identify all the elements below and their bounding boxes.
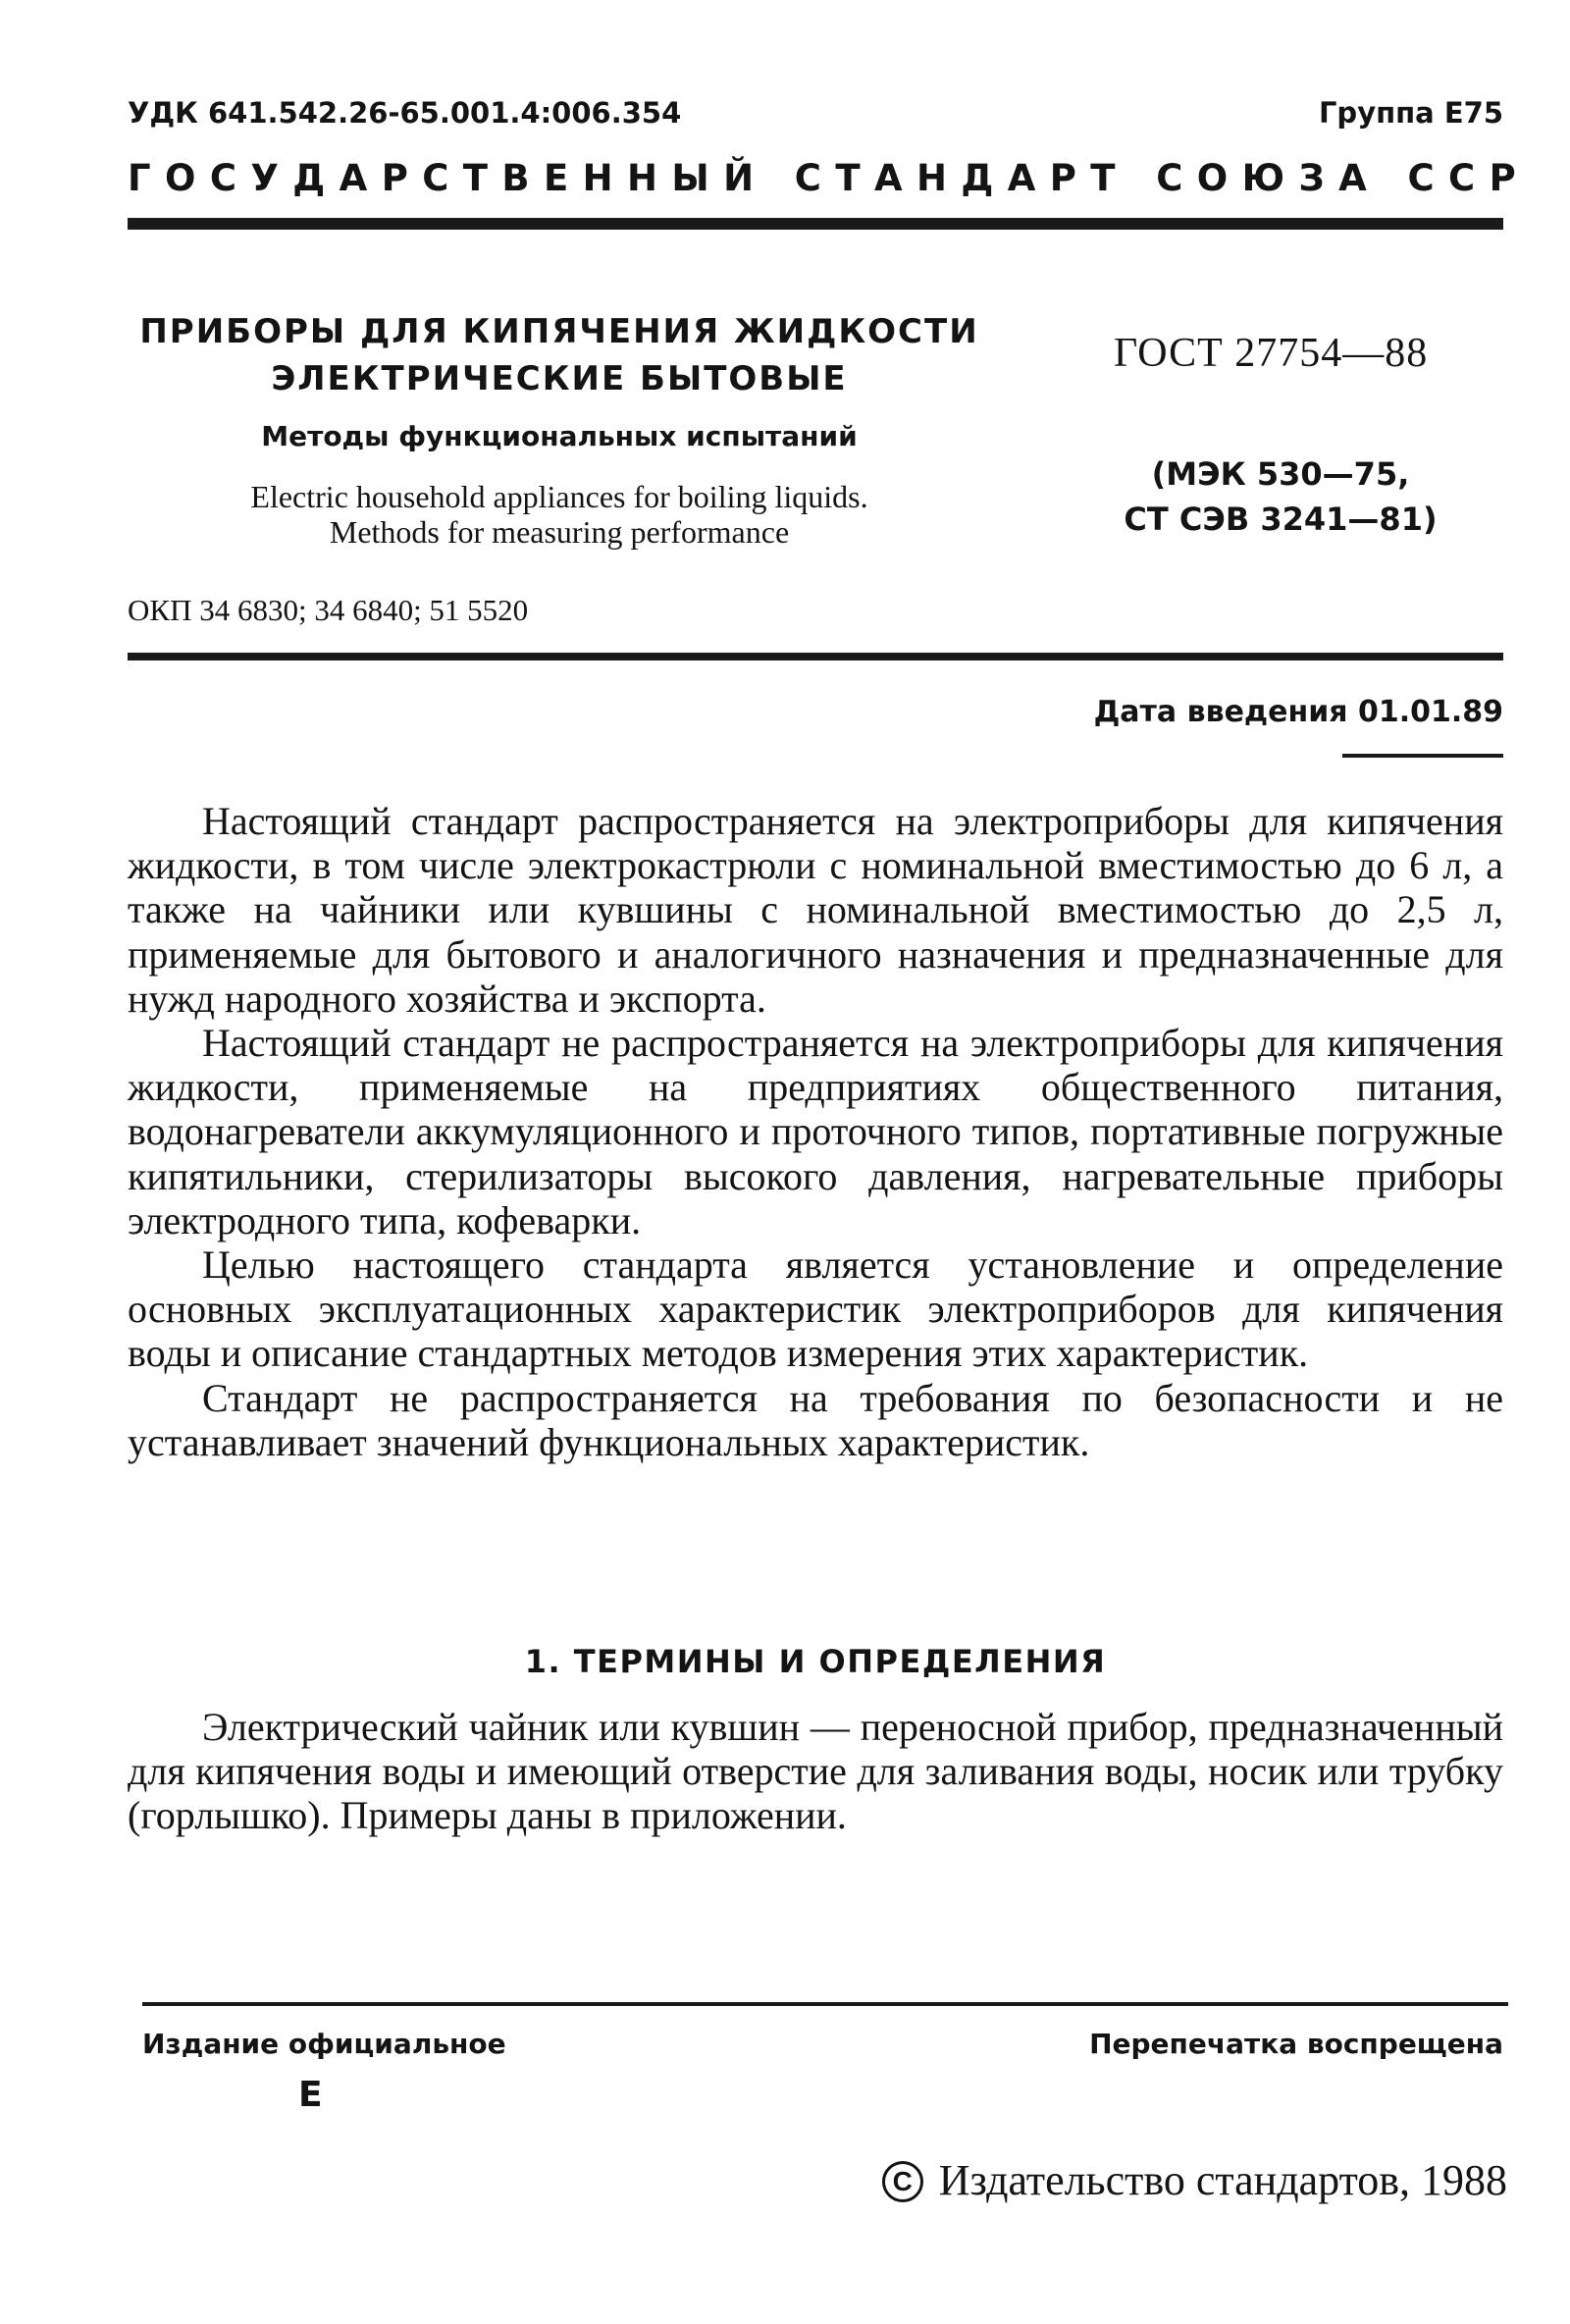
body-text — [128, 799, 1503, 1464]
paragraph: Целью настоящего стандарта является установление и определение основных эксплуатационных характеристик электроприборов для кипячения воды и описание стандартных методов измерения этих характеристик. — [128, 1242, 1503, 1376]
edition-mark: Е — [298, 2075, 323, 2115]
date-underline — [1342, 754, 1503, 758]
paragraph: Настоящий стандарт распространяется на электроприборы для кипячения жидкости, в том числе электрокастрюли с номинальной вместимостью до 6 л, а также на чайники или кувшины с номинальной вместимостью до 2,5 л, применяемые для бытового и аналогичного назначения и предназначенные для нужд народного хозяйства и экспорта. — [128, 799, 1503, 1021]
gost-designation: ГОСТ 27754—88 — [1114, 331, 1429, 376]
reprint-prohibited-label: Перепечатка воспрещена — [1089, 2028, 1503, 2060]
introduction-date: Дата введения 01.01.89 — [1093, 695, 1503, 729]
definition-block — [128, 1705, 1503, 1838]
middle-rule — [128, 653, 1503, 660]
copyright-line — [882, 2155, 1507, 2205]
top-rule — [128, 218, 1503, 230]
copyright-icon: C — [882, 2161, 923, 2202]
group-code: Группа Е75 — [1318, 96, 1503, 130]
english-title-line-1: Electric household appliances for boiling liquids. — [250, 479, 868, 514]
subtitle: Методы функциональных испытаний — [261, 420, 858, 452]
title-line-2: ЭЛЕКТРИЧЕСКИЕ БЫТОВЫЕ — [271, 359, 848, 398]
copyright-text: Издательство стандартов, 1988 — [938, 2156, 1507, 2204]
paragraph: Стандарт не распространяется на требования по безопасности и не устанавливает значений функциональных характеристик. — [128, 1375, 1503, 1464]
english-title-line-2: Methods for measuring performance — [329, 514, 790, 550]
section-heading: 1. ТЕРМИНЫ И ОПРЕДЕЛЕНИЯ — [524, 1643, 1107, 1680]
udc-code: УДК 641.542.26-65.001.4:006.354 — [128, 96, 682, 130]
okp-codes: ОКП 34 6830; 34 6840; 51 5520 — [128, 593, 529, 627]
paragraph: Настоящий стандарт не распространяется на электроприборы для кипячения жидкости, применяемые на предприятиях общественного питания, водонагреватели аккумуляционного и проточного типов, портативные погружные кипятильники, стерилизаторы высокого давления, нагревательные приборы электродного типа, кофеварки. — [128, 1021, 1503, 1242]
state-standard-banner: ГОСУДАРСТВЕННЫЙ СТАНДАРТ СОЮЗА ССР — [128, 157, 1531, 199]
bottom-rule — [142, 2002, 1508, 2006]
title-line-1: ПРИБОРЫ ДЛЯ КИПЯЧЕНИЯ ЖИДКОСТИ — [139, 312, 979, 351]
cmea-reference: СТ СЭВ 3241—81) — [1124, 501, 1438, 538]
definition-paragraph: Электрический чайник или кувшин — переносной прибор, предназначенный для кипячения воды и имеющий отверстие для заливания воды, носик или трубку (горлышко). Примеры даны в приложении. — [128, 1705, 1503, 1838]
official-edition-label: Издание официальное — [142, 2028, 506, 2060]
iec-reference: (МЭК 530—75, — [1151, 455, 1410, 493]
